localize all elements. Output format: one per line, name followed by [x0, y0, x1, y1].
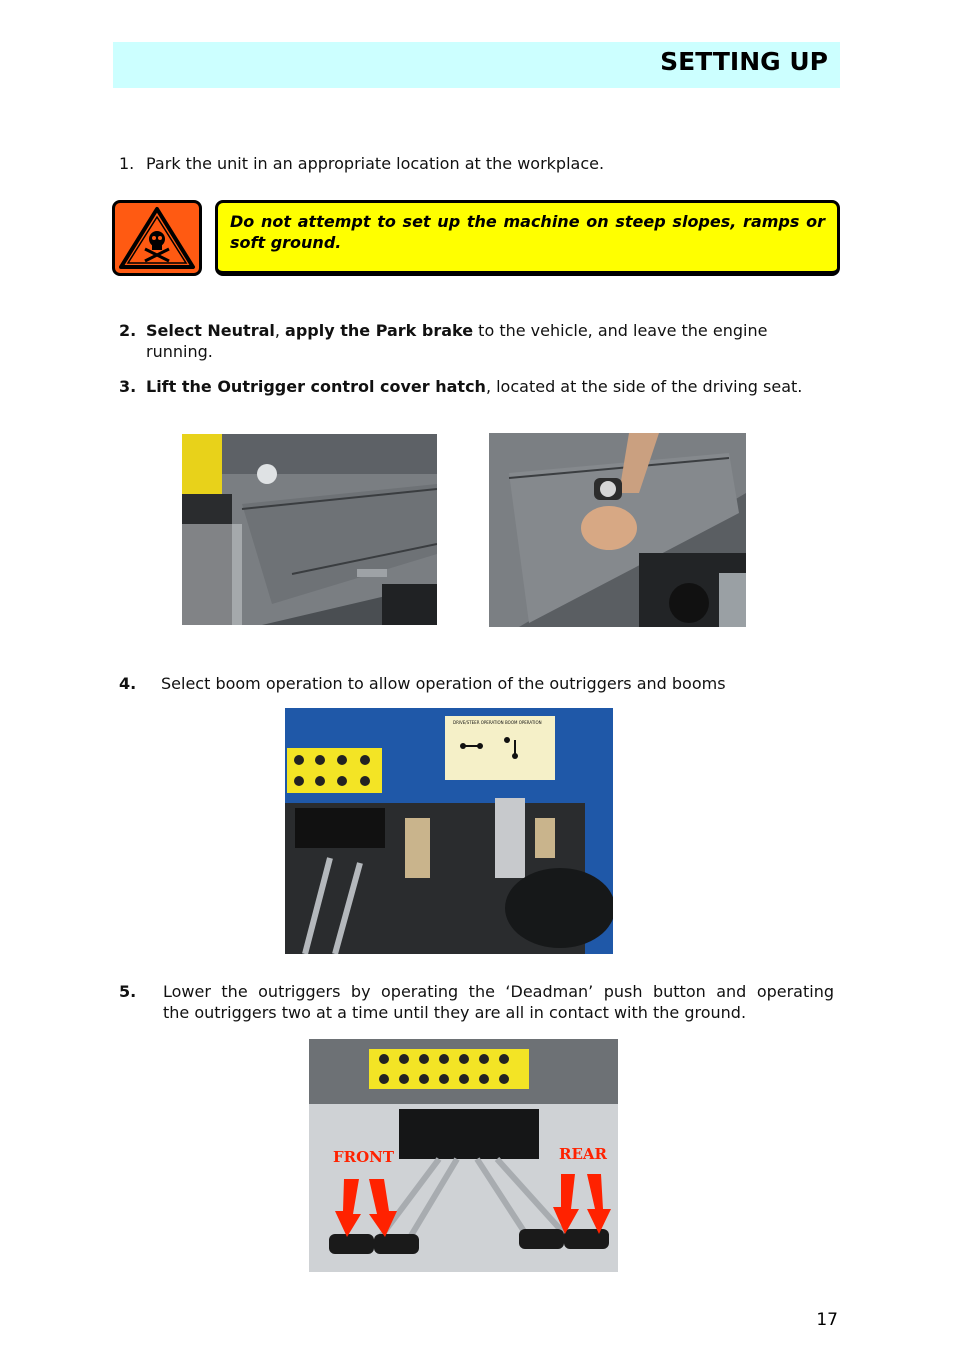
step-number: 3.: [119, 377, 137, 396]
warning-text: Do not attempt to set up the machine on steep slopes, ramps or soft ground.: [230, 212, 825, 252]
page-title: SETTING UP: [660, 47, 828, 76]
step-number: 5.: [119, 982, 137, 1001]
page-number: 17: [816, 1310, 838, 1330]
step-text: to the vehicle, and leave the engine: [473, 321, 768, 340]
step-number: 2.: [119, 321, 137, 340]
step-bold-text: Select Neutral: [146, 321, 275, 340]
step-bold-text: Lift the Outrigger control cover hatch: [146, 377, 486, 396]
step-number: 1.: [119, 154, 135, 173]
photo-outrigger-levers: [309, 1039, 618, 1272]
step-text: Lower the outriggers by operating the ‘Deadman’ push button and operating: [163, 982, 834, 1001]
hazard-icon-box: [112, 200, 202, 276]
label-drive-steer-operation: DRIVE/STEER OPERATION: [453, 720, 504, 725]
label-front: FRONT: [333, 1148, 395, 1166]
photo-hatch-lifting: [489, 433, 746, 627]
warning-box: [215, 200, 840, 276]
step-text: , located at the side of the driving seat.: [485, 377, 803, 396]
photo-boom-operation-selector: [285, 708, 613, 954]
photo-hatch-closed: [182, 434, 437, 625]
step-separator: ,: [274, 321, 286, 340]
step-text: the outriggers two at a time until they are all in contact with the ground.: [163, 1003, 747, 1022]
label-rear: REAR: [559, 1145, 608, 1163]
label-boom-operation: BOOM OPERATION: [505, 720, 542, 725]
step-2: [119, 320, 839, 364]
step-number: 4.: [119, 674, 137, 693]
step-bold-text: apply the Park brake: [285, 321, 474, 340]
step-text: Park the unit in an appropriate location at the workplace.: [146, 154, 605, 173]
header-bar: [113, 42, 840, 88]
step-5: [119, 981, 839, 1025]
skull-crossbones-hazard-icon: [115, 203, 199, 273]
step-text: running.: [146, 342, 213, 361]
step-text: Select boom operation to allow operation of the outriggers and booms: [161, 674, 726, 693]
